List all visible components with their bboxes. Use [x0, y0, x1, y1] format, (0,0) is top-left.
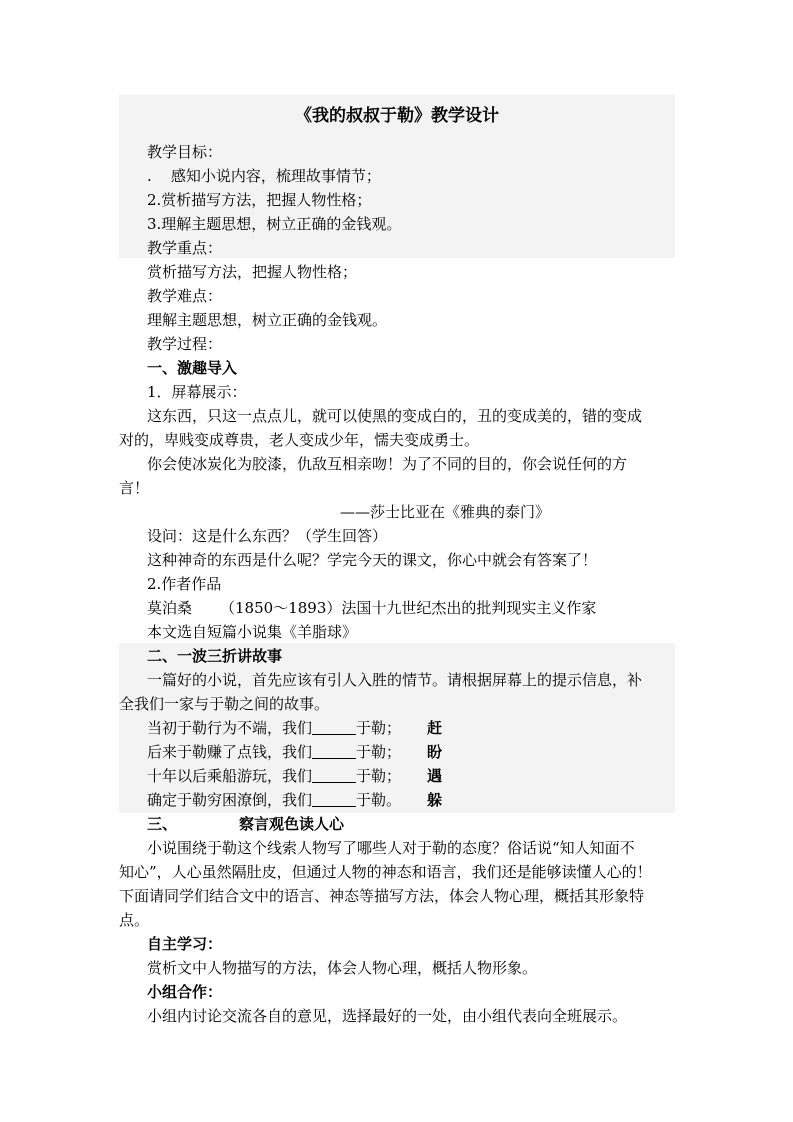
fill-blank-line [147, 740, 707, 764]
fill-blank-suffix: 于勒； [356, 743, 402, 761]
fill-blank-line [147, 788, 707, 812]
difficulty-heading: 教学难点： [147, 287, 223, 305]
fill-blank-prefix: 后来于勒赚了点钱，我们 [147, 743, 313, 761]
fill-blank [312, 791, 356, 807]
fill-blank-line [147, 764, 707, 788]
document-title: 《我的叔叔于勒》教学设计 [295, 106, 499, 126]
section-1-item-1: 1．屏幕展示： [147, 383, 247, 401]
fill-blank-prefix: 确定于勒穷困潦倒，我们 [147, 791, 313, 809]
quote-line-1: 这东西，只这一点点儿，就可以使黑的变成白的，丑的变成美的，错的变成 [147, 407, 643, 425]
section-3-line-2: 知心”，人心虽然隔肚皮，但通过人物的神态和语言，我们还是能够读懂人心的！ [119, 863, 652, 881]
quote-line-3: 你会使冰炭化为胶漆，仇敌互相亲吻！为了不同的目的，你会说任何的方 [147, 455, 628, 473]
key-heading: 教学重点： [147, 239, 223, 257]
key-text: 赏析描写方法，把握人物性格； [147, 263, 358, 281]
fill-blank-answer: 赶 [427, 719, 443, 737]
process-heading: 教学过程： [147, 335, 223, 353]
fill-blank [312, 719, 356, 735]
fill-blank-answer: 盼 [427, 743, 443, 761]
section-3-line-4: 点。 [119, 911, 150, 929]
fill-blank-line [147, 716, 707, 740]
goal-2: 2.赏析描写方法，把握人物性格； [147, 191, 372, 209]
section-2-heading: 二、一波三折讲故事 [147, 647, 283, 665]
author-line [147, 596, 707, 620]
goals-heading: 教学目标： [147, 143, 223, 161]
fill-blank-answer: 遇 [427, 767, 443, 785]
quote-line-4: 言！ [119, 479, 150, 497]
fill-blank-prefix: 当初于勒行为不端，我们 [147, 719, 313, 737]
question-line: 设问：这是什么东西？（学生回答） [147, 527, 388, 545]
source-line: 本文选自短篇小说集《羊脂球》 [147, 623, 358, 641]
fill-blank-suffix: 于勒； [356, 767, 402, 785]
author-name: 莫泊桑 [147, 599, 193, 617]
fill-blank-prefix: 十年以后乘船游玩，我们 [147, 767, 313, 785]
author-description: （1850～1893）法国十九世纪杰出的批判现实主义作家 [220, 599, 597, 617]
quote-source: ——莎士比亚在《雅典的泰门》 [340, 503, 551, 521]
self-study-text: 赏析文中人物描写的方法，体会人物心理，概括人物形象。 [147, 959, 538, 977]
goal-3: 3.理解主题思想，树立正确的金钱观。 [147, 215, 402, 233]
section-2-line-1: 一篇好的小说，首先应该有引人入胜的情节。请根据屏幕上的提示信息，补 [147, 671, 643, 689]
group-work-text: 小组内讨论交流各自的意见，选择最好的一处，由小组代表向全班展示。 [147, 1007, 628, 1025]
section-3-heading [147, 812, 707, 836]
section-1-item-2: 2.作者作品 [147, 575, 222, 593]
fill-blank [312, 743, 356, 759]
section-3-title: 察言观色读人心 [239, 815, 345, 833]
fill-blank-suffix: 于勒； [356, 719, 402, 737]
goal-1: . 感知小说内容，梳理故事情节； [147, 167, 381, 185]
quote-line-2: 对的，卑贱变成尊贵，老人变成少年，懦夫变成勇士。 [119, 431, 480, 449]
fill-blank-answer: 躲 [427, 791, 443, 809]
section-3-number: 三、 [147, 815, 178, 833]
self-study-heading: 自主学习： [147, 935, 223, 953]
fill-blank-suffix: 于勒。 [356, 791, 402, 809]
section-3-line-1: 小说围绕于勒这个线索人物写了哪些人对于勒的态度？俗话说“知人知面不 [147, 839, 635, 857]
section-3-line-3: 下面请同学们结合文中的语言、神态等描写方法，体会人物心理，概括其形象特 [119, 887, 645, 905]
section-1-heading: 一、激趣导入 [147, 359, 238, 377]
difficulty-text: 理解主题思想，树立正确的金钱观。 [147, 311, 388, 329]
section-2-line-2: 全我们一家与于勒之间的故事。 [119, 695, 330, 713]
fill-blank [312, 767, 356, 783]
group-work-heading: 小组合作： [147, 983, 223, 1001]
question-line-2: 这种神奇的东西是什么呢？学完今天的课文，你心中就会有答案了！ [147, 551, 598, 569]
